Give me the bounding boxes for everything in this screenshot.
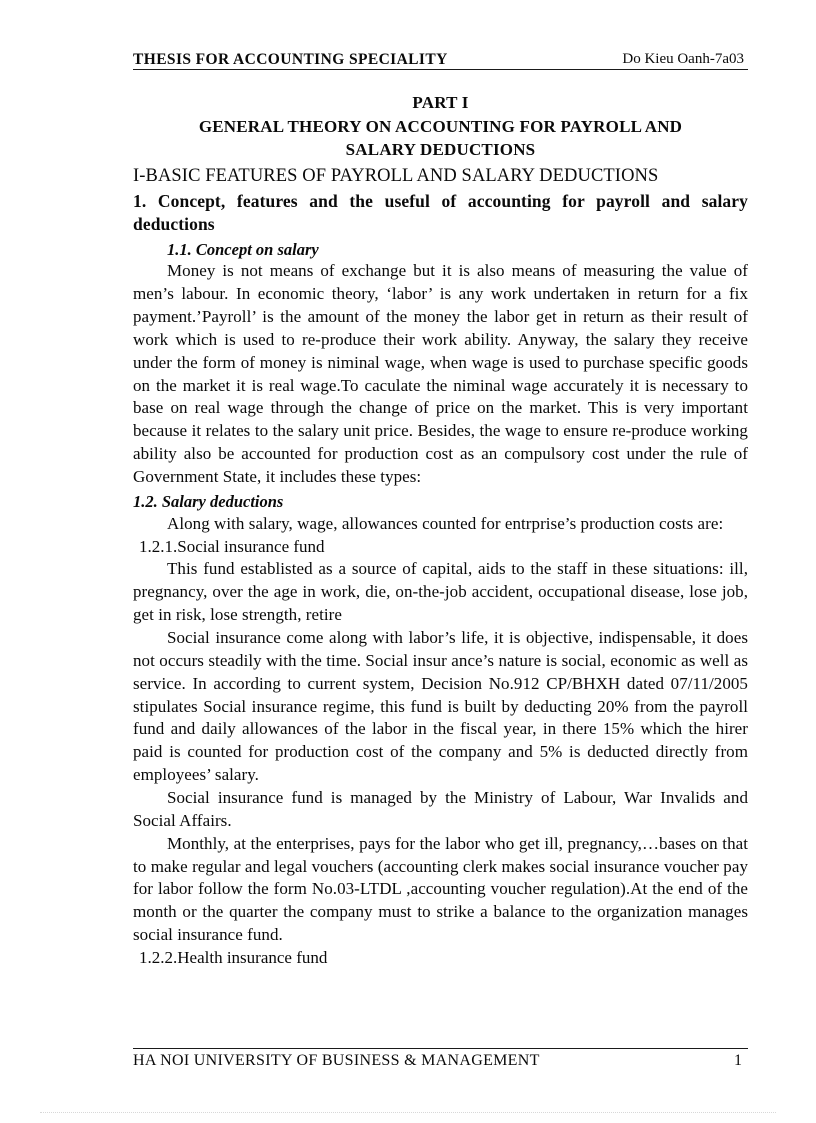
heading-1: 1. Concept, features and the useful of accounting for payroll and salary deductions <box>133 191 748 235</box>
header-author-name: Do Kieu Oanh-7a03 <box>622 51 744 67</box>
header-thesis-title: THESIS FOR ACCOUNTING SPECIALITY <box>133 50 448 68</box>
paragraph-concept-on-salary: Money is not means of exchange but it is also means of measuring the value of men’s labour. In economic theory, ‘labor’ is any work undertaken in return for a fix payment.’Payroll’ is the amount of the money the labor get in return as their result of work which is used to re-produce their work ability. Anyway, the salary they receive under the form of money is niminal wage, when wage is used to purchase specific goods on the market it is real wage.To caculate the niminal wage accurately it is necessary to base on real wage through the change of price on the market. This is very important because it relates to the salary unit price. Besides, the wage to ensure re-produce working ability also be accounted for production cost as an compulsory cost under the rule of Government State, it includes these types: <box>133 261 748 487</box>
paragraph-fund-situations: This fund establisted as a source of capital, aids to the staff in these situations: ill, pregnancy, over the age in work, die, on-the-job accident, occupational disease, lose job, get in risk, lose strength, retire <box>133 559 748 625</box>
running-footer <box>133 1048 748 1074</box>
heading-1-1: 1.1. Concept on salary <box>167 239 319 259</box>
part-subject-line-1: GENERAL THEORY ON ACCOUNTING FOR PAYROLL AND <box>198 117 683 137</box>
part-subject-line-2: SALARY DEDUCTIONS <box>345 139 536 159</box>
running-header <box>133 48 748 70</box>
part-title: PART I <box>412 93 469 112</box>
chapter-heading: I-BASIC FEATURES OF PAYROLL AND SALARY DEDUCTIONS <box>133 166 659 187</box>
heading-1-2-2: 1.2.2.Health insurance fund <box>139 948 328 967</box>
paragraph-fund-management: Social insurance fund is managed by the Ministry of Labour, War Invalids and Social Affairs. <box>133 787 748 830</box>
document-body <box>133 92 748 970</box>
paragraph-social-insurance-nature: Social insurance come along with labor’s life, it is objective, indispensable, it does not occurs steadily with the time. Social insur ance’s nature is social, economic as well as service. In according to current system, Decision No.912 CP/BHXH dated 07/11/2005 stipulates Social insurance regime, this fund is built by deducting 20% from the payroll fund and daily allowances of the labor in the fiscal year, in there 15% which the hirer paid is counted for production cost of the company and 5% is deducted directly from employees’ salary. <box>133 627 748 785</box>
paragraph-salary-deductions-intro: Along with salary, wage, allowances counted for entrprise’s production costs are: <box>167 513 724 533</box>
heading-1-2-1: 1.2.1.Social insurance fund <box>139 536 325 556</box>
paragraph-monthly-vouchers: Monthly, at the enterprises, pays for the labor who get ill, pregnancy,…bases on that to make regular and legal vouchers (accounting clerk makes social insurance voucher pay for labor follow the form No.03-LTDL ,accounting voucher regulation).At the end of the month or the quarter the company must to strike a balance to the organization manages social insurance fund. <box>133 833 748 945</box>
footer-page-number: 1 <box>734 1053 742 1068</box>
scan-bottom-edge <box>40 1112 776 1114</box>
heading-1-2: 1.2. Salary deductions <box>133 491 284 511</box>
footer-university-name: HA NOI UNIVERSITY OF BUSINESS & MANAGEMENT <box>133 1053 540 1068</box>
